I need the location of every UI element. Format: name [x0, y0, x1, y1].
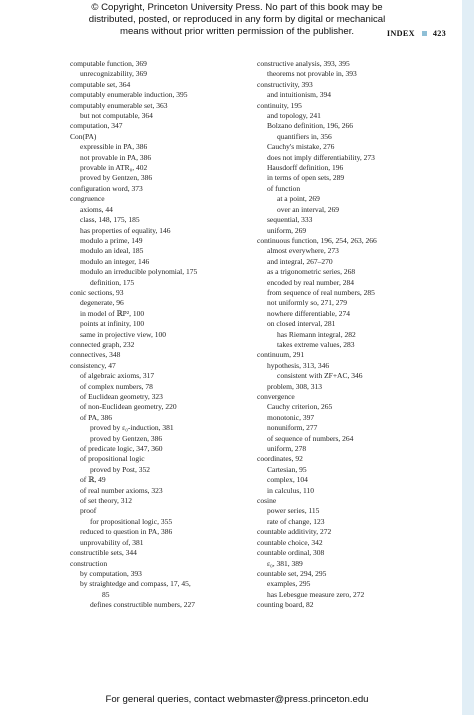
index-entry: unrecognizability, 369 [80, 69, 147, 79]
index-entry: computable set, 364 [70, 79, 131, 89]
index-entry: of real number axioms, 323 [80, 485, 163, 495]
index-entry: countable choice, 342 [257, 537, 323, 547]
index-entry: convergence [257, 392, 295, 401]
index-entry: hypothesis, 313, 346 [267, 360, 330, 370]
index-entry: axioms, 44 [80, 204, 113, 214]
index-entry: Con(PA) [70, 131, 97, 141]
index-entry: theorems not provable in, 393 [267, 69, 357, 79]
section-title: INDEX [386, 29, 415, 38]
index-entry: consistency, 47 [70, 360, 116, 370]
index-entry: definition, 175 [90, 277, 135, 287]
index-entry: uniform, 278 [267, 444, 307, 454]
index-entry: sequential, 333 [267, 215, 313, 225]
index-entry: proved by Gentzen, 386 [90, 433, 163, 443]
index-entry: as a trigonometric series, 268 [267, 267, 356, 277]
index-entry: points at infinity, 100 [80, 319, 145, 329]
copyright-line: © Copyright, Princeton University Press. No part of this book may be [91, 2, 383, 13]
header-square-icon [422, 31, 427, 36]
index-entry: in model of ℝP², 100 [80, 308, 145, 318]
index-entry: continuous function, 196, 254, 263, 266 [257, 235, 377, 245]
index-entry: takes extreme values, 283 [277, 339, 355, 349]
index-entry: over an interval, 269 [277, 204, 340, 214]
index-entry: quantifiers in, 356 [277, 131, 332, 141]
index-entry: configuration word, 373 [70, 183, 143, 193]
index-entry: modulo an integer, 146 [80, 256, 150, 266]
index-entry: Bolzano definition, 196, 266 [267, 121, 354, 131]
index-entry: unprovability of, 381 [80, 537, 144, 547]
index-entry: countable additivity, 272 [257, 527, 332, 537]
index-entry: by straightedge and compass, 17, 45, [80, 579, 191, 589]
index-entry: does not imply differentiability, 273 [267, 152, 375, 162]
index-entry: connectives, 348 [70, 350, 121, 360]
index-entry: of predicate logic, 347, 360 [80, 444, 163, 454]
index-entry: of non-Euclidean geometry, 220 [80, 402, 177, 412]
index-entry: of algebraic axioms, 317 [80, 371, 155, 381]
index-entry: construction [70, 558, 108, 568]
index-entry: degenerate, 96 [80, 298, 124, 308]
index-entry: constructible sets, 344 [70, 548, 137, 558]
index-entry: from sequence of real numbers, 285 [267, 287, 375, 297]
index-entry: proved by Gentzen, 386 [80, 173, 153, 183]
index-entry: and integral, 267–270 [267, 256, 333, 266]
page-edge-strip [462, 0, 474, 715]
index-entry: rate of change, 123 [267, 516, 325, 526]
index-entry: at a point, 269 [277, 194, 320, 204]
index-entry: computably enumerable set, 363 [70, 100, 168, 110]
index-entry: not provable in PA, 386 [80, 152, 152, 162]
index-entry: almost everywhere, 273 [267, 246, 339, 256]
index-entry: in terms of open sets, 289 [267, 173, 345, 183]
index-entry: for propositional logic, 355 [90, 516, 173, 526]
index-entry: proved by ε₀-induction, 381 [90, 423, 174, 433]
index-entry: computation, 347 [70, 121, 123, 131]
index-entry: has properties of equality, 146 [80, 225, 171, 235]
index-entry: Cartesian, 95 [267, 464, 307, 474]
copyright-line: means without prior written permission of the publisher. [119, 26, 355, 37]
index-entry: countable ordinal, 308 [257, 548, 325, 558]
index-entry: constructive analysis, 393, 395 [257, 59, 350, 68]
index-entry: continuum, 291 [257, 350, 305, 360]
index-entry: consistent with ZF+AC, 346 [277, 371, 363, 381]
index-entry: countable set, 294, 295 [257, 568, 327, 578]
index-entry: by computation, 393 [80, 568, 142, 578]
index-entry: monotonic, 397 [267, 412, 315, 422]
index-entry: congruence [70, 194, 105, 204]
index-column-right [257, 59, 447, 611]
index-entry: counting board, 82 [257, 600, 314, 610]
index-entry: conic sections, 93 [70, 287, 124, 297]
index-entry: has Lebesgue measure zero, 272 [267, 589, 365, 599]
index-entry: expressible in PA, 386 [80, 142, 148, 152]
index-entry: of sequence of numbers, 264 [267, 433, 354, 443]
index-entry: of ℝ, 49 [80, 475, 106, 485]
index-entry: of function [267, 183, 301, 193]
index-entry: provable in ATR₀, 402 [80, 163, 148, 173]
index-entry: nonuniform, 277 [267, 423, 318, 433]
index-entry: and intuitionism, 394 [267, 90, 331, 100]
index-entry: Hausdorff definition, 196 [267, 163, 344, 173]
index-entry: and topology, 241 [267, 111, 321, 121]
index-entry: modulo an irreducible polynomial, 175 [80, 267, 198, 277]
index-entry: power series, 115 [267, 506, 320, 516]
index-entry: ε₀, 381, 389 [267, 558, 303, 568]
index-entry: on closed interval, 281 [267, 319, 336, 329]
index-entry: same in projective view, 100 [80, 329, 166, 339]
index-entry: nowhere differentiable, 274 [267, 308, 350, 318]
index-entry: but not computable, 364 [80, 111, 153, 121]
index-entry: computably enumerable induction, 395 [70, 90, 188, 100]
index-entry: has Riemann integral, 282 [277, 329, 356, 339]
index-entry: encoded by real number, 284 [267, 277, 354, 287]
index-entry: coordinates, 92 [257, 454, 303, 464]
page-number: 423 [432, 29, 446, 38]
index-entry: reduced to question in PA, 386 [80, 527, 173, 537]
index-entry: class, 148, 175, 185 [80, 215, 140, 225]
index-entry: proved by Post, 352 [90, 464, 150, 474]
index-entry: examples, 295 [267, 579, 311, 589]
index-entry: Cauchy criterion, 265 [267, 402, 333, 412]
index-entry: modulo a prime, 149 [80, 235, 143, 245]
copyright-line: distributed, posted, or reproduced in any form by digital or mechanical [88, 14, 386, 25]
index-entry: Cauchy's mistake, 276 [267, 142, 335, 152]
index-entry: computable function, 369 [70, 59, 147, 68]
index-entry: 85 [102, 589, 110, 599]
index-entry: connected graph, 232 [70, 339, 135, 349]
index-entry: complex, 104 [267, 475, 308, 485]
index-entry: cosine [257, 496, 277, 506]
index-entry: not uniformly so, 271, 279 [267, 298, 347, 308]
index-entry: modulo an ideal, 185 [80, 246, 144, 256]
index-entry: of Euclidean geometry, 323 [80, 392, 163, 401]
index-entry: uniform, 269 [267, 225, 307, 235]
index-column-left [70, 59, 260, 611]
index-entry: in calculus, 110 [267, 485, 315, 495]
index-entry: problem, 308, 313 [267, 381, 322, 391]
index-entry: of set theory, 312 [80, 496, 133, 506]
index-entry: of PA, 386 [80, 412, 113, 422]
running-header [0, 29, 446, 38]
index-entry: continuity, 195 [257, 100, 302, 110]
index-entry: of propositional logic [80, 454, 145, 464]
index-entry: defines constructible numbers, 227 [90, 600, 195, 610]
index-entry: proof [80, 506, 97, 516]
footer-contact: For general queries, contact webmaster@press.princeton.edu [105, 694, 369, 705]
index-entry: of complex numbers, 78 [80, 381, 153, 391]
index-entry: constructivity, 393 [257, 79, 313, 89]
